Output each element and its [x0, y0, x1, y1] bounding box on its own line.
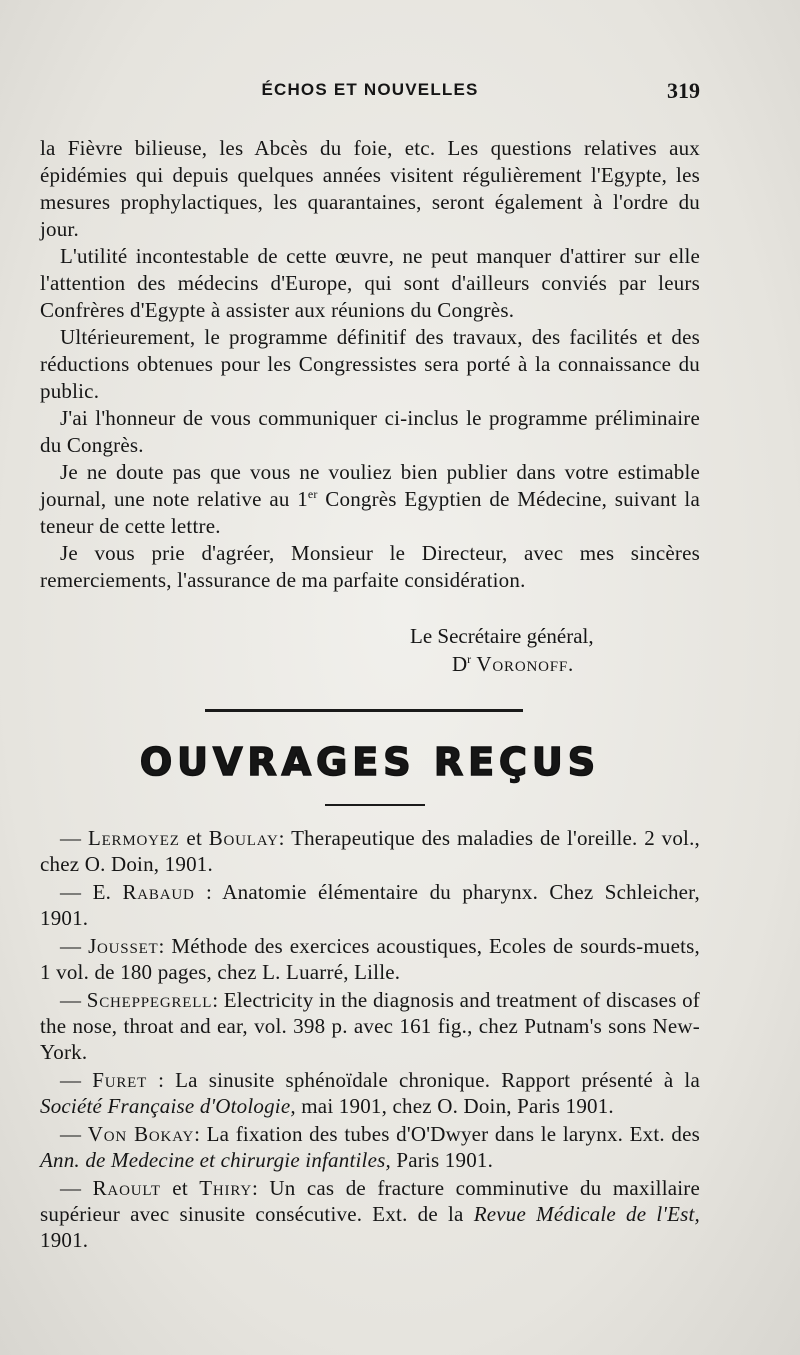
item-text: : Un cas de fracture comminutive du maxillaire supérieur avec sinusite consécutive. Ext. de la — [40, 1176, 700, 1226]
letter-paragraph — [40, 459, 700, 540]
list-item — [40, 825, 700, 877]
section-title: OUVRAGES REÇUS — [139, 740, 601, 784]
signature-role: Le Secrétaire général, — [410, 624, 594, 648]
item-conjunction: et — [160, 1176, 200, 1200]
letter-paragraph: Je vous prie d'agréer, Monsieur le Directeur, avec mes sincères remerciements, l'assurance de ma parfaite considération. — [40, 541, 700, 592]
item-dash: — — [60, 988, 87, 1012]
item-author: Raoult — [92, 1176, 161, 1200]
item-text: : Anatomie élémentaire du pharynx. Chez Schleicher, 1901. — [40, 880, 700, 930]
item-text: mai 1901, chez O. Doin, Paris 1901. — [295, 1094, 614, 1118]
item-text: : Electricity in the diagnosis and treatment of discases of the nose, throat and ear, vol. 398 p. avec 161 fig., chez Putnam's sons New-York. — [40, 988, 700, 1064]
signature-name-line — [410, 650, 700, 678]
list-item — [40, 987, 700, 1065]
item-author: Scheppegrell — [86, 988, 213, 1012]
list-item — [40, 1067, 700, 1119]
list-item — [40, 879, 700, 931]
item-author: Rabaud — [122, 880, 195, 904]
item-dash: — — [60, 934, 89, 958]
list-item — [40, 933, 700, 985]
para-text: Je ne doute pas que vous ne vouliez bien publier dans votre estimable journal, une note relative au 1 — [40, 460, 700, 511]
item-author: Furet — [92, 1068, 148, 1092]
item-author: Thiry — [199, 1176, 252, 1200]
item-author: Lermoyez — [87, 826, 180, 850]
item-italic-title: Société Française d'Otologie, — [40, 1094, 296, 1118]
letter-paragraph: la Fièvre bilieuse, les Abcès du foie, etc. Les questions relatives aux épidémies qui depuis quelques années visitent régulièrement l'Egypte, les mesures prophylactiques, les quarantaines, seront également à l'ordre du jour. — [40, 136, 700, 241]
section-divider — [205, 709, 523, 712]
ordinal-superscript: er — [307, 487, 318, 501]
item-italic-title: Revue Médicale de l'Est, — [473, 1202, 700, 1226]
para-text: Congrès Egyptien de Médecine, suivant la teneur de cette lettre. — [40, 487, 700, 538]
signature-name: Voronoff. — [476, 652, 575, 676]
signature-title-sup: r — [467, 652, 472, 666]
letter-paragraph: J'ai l'honneur de vous communiquer ci-inclus le programme préliminaire du Congrès. — [40, 406, 700, 457]
item-text: 1901. — [40, 1228, 89, 1252]
list-item — [40, 1121, 700, 1173]
item-text: : La fixation des tubes d'O'Dwyer dans le larynx. Ext. des — [194, 1122, 700, 1146]
item-text: Paris 1901. — [390, 1148, 494, 1172]
item-text: : La sinusite sphénoïdale chronique. Rapport présenté à la — [147, 1068, 700, 1092]
item-text: : Méthode des exercices acoustiques, Ecoles de sourds-muets, 1 vol. de 180 pages, chez L. Luarré, Lille. — [40, 934, 700, 984]
letter-paragraph: Ultérieurement, le programme définitif des travaux, des facilités et des réductions obtenues pour les Congressistes sera porté à la connaissance du public. — [40, 325, 700, 403]
item-text: : Therapeutique des maladies de l'oreille. 2 vol., chez O. Doin, 1901. — [40, 826, 700, 876]
title-underline — [325, 804, 425, 806]
page-number: 319 — [667, 78, 700, 103]
works-list — [40, 825, 700, 1255]
item-dash: — — [60, 1122, 88, 1146]
item-dash: — — [60, 826, 88, 850]
signature-title: D — [452, 652, 468, 676]
item-author: Boulay — [208, 826, 279, 850]
item-italic-title: Ann. de Medecine et chirurgie infantiles, — [40, 1148, 391, 1172]
item-dash: — E. — [60, 880, 123, 904]
letter-body — [40, 135, 700, 594]
running-title: ÉCHOS ET NOUVELLES — [261, 80, 479, 99]
item-dash: — — [60, 1176, 93, 1200]
signature-block — [410, 622, 700, 678]
item-dash: — — [60, 1068, 93, 1092]
item-author: Jousset — [88, 934, 159, 958]
item-conjunction: et — [179, 826, 209, 850]
letter-paragraph: L'utilité incontestable de cette œuvre, ne peut manquer d'attirer sur elle l'attention des médecins d'Europe, qui sont d'ailleurs conviés par leurs Confrères d'Egypte à assister aux réunions du Congrès. — [40, 244, 700, 322]
page-header — [40, 78, 700, 108]
list-item — [40, 1175, 700, 1253]
item-author: Von Bokay — [87, 1122, 195, 1146]
